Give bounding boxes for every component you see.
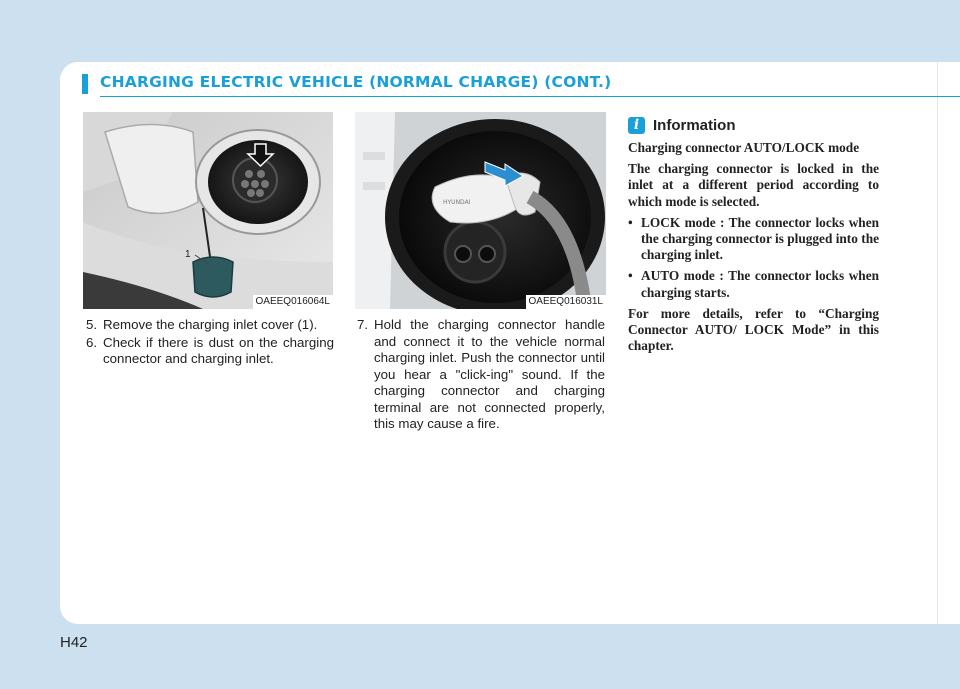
step-item	[86, 317, 334, 334]
section-title: CHARGING ELECTRIC VEHICLE (NORMAL CHARGE) (CONT.)	[100, 73, 612, 91]
title-accent-bar	[82, 74, 88, 94]
information-title: Information	[653, 117, 736, 134]
figure-code: OAEEQ016064L	[253, 295, 334, 309]
figure-charging-inlet-cover	[83, 112, 333, 309]
information-intro: The charging connector is locked in the inlet at a different period according to which mode is selected.	[628, 161, 879, 209]
figure-code: OAEEQ016031L	[526, 295, 607, 309]
step-item	[357, 317, 605, 433]
title-underline	[100, 96, 960, 97]
column-1-steps	[86, 317, 334, 369]
column-2-steps	[357, 317, 605, 434]
step-text: Check if there is dust on the charging connector and charging inlet.	[103, 334, 334, 366]
information-footer: For more details, refer to “Charging Connector AUTO/ LOCK Mode” in this chapter.	[628, 305, 879, 354]
information-body	[628, 140, 879, 359]
step-text: Hold the charging connector handle and connect it to the vehicle normal charging inlet. Push the connector until you hear a "click-ing" sound. If the charging connector and charging terminal are not connected properly, this may cause a fire.	[374, 317, 605, 431]
bullet-text: LOCK mode : The connector locks when the charging connector is plugged into the charging inlet.	[641, 214, 879, 263]
page-number: H42	[60, 634, 88, 651]
figure-charging-connector	[355, 112, 606, 309]
bullet-dot: •	[628, 268, 633, 284]
svg-text:HYUNDAI: HYUNDAI	[443, 199, 471, 206]
page-margin-line	[937, 62, 938, 624]
information-subtitle: Charging connector AUTO/LOCK mode	[628, 140, 860, 155]
charging-connector-illustration	[355, 112, 606, 309]
bullet-text: AUTO mode : The connector locks when charging starts.	[641, 268, 879, 300]
charging-inlet-cover-illustration	[83, 112, 333, 309]
list-item	[628, 215, 879, 264]
callout-1: 1	[185, 249, 191, 260]
step-number: 5.	[86, 317, 98, 332]
step-text: Remove the charging inlet cover (1).	[103, 317, 318, 332]
list-item	[628, 268, 879, 300]
info-icon: i	[628, 117, 645, 134]
information-heading	[628, 117, 736, 134]
step-item	[86, 335, 334, 368]
step-number: 7.	[357, 317, 369, 332]
step-number: 6.	[86, 334, 98, 350]
bullet-dot: •	[628, 214, 633, 230]
